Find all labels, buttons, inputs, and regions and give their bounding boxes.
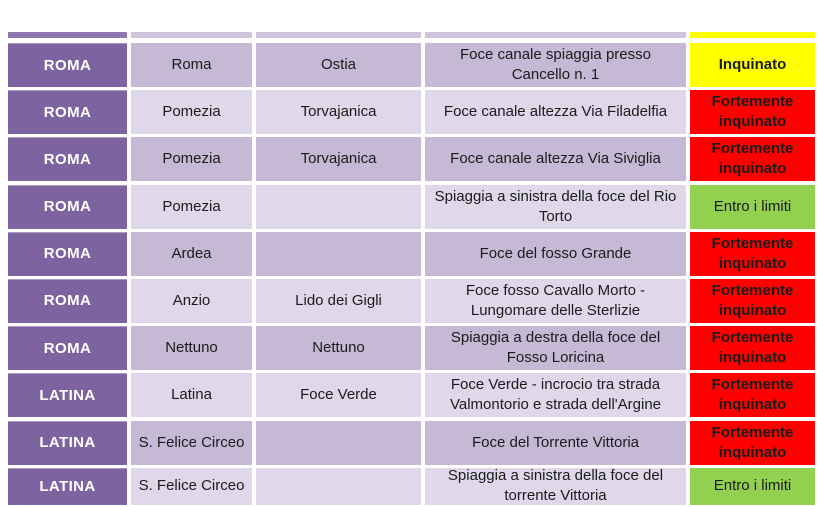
table-row — [8, 232, 815, 276]
table-row — [8, 185, 815, 229]
cropped-cell — [425, 32, 686, 38]
description-cell: Spiaggia a destra della foce del Fosso Loricina — [425, 326, 686, 370]
locality-cell — [256, 232, 421, 276]
cropped-cell — [131, 32, 252, 38]
cropped-status-cell — [690, 32, 815, 38]
description-cell: Foce canale altezza Via Filadelfia — [425, 90, 686, 134]
description-cell: Foce canale spiaggia presso Cancello n. 1 — [425, 43, 686, 87]
province-cell: ROMA — [8, 137, 127, 181]
table-row — [8, 373, 815, 417]
province-cell: ROMA — [8, 90, 127, 134]
description-cell: Foce del Torrente Vittoria — [425, 421, 686, 465]
status-cell: Entro i limiti — [690, 185, 815, 229]
status-cell: Entro i limiti — [690, 468, 815, 505]
locality-cell — [256, 421, 421, 465]
cropped-cell — [256, 32, 421, 38]
cropped-row-sliver — [8, 32, 815, 38]
province-cell: LATINA — [8, 373, 127, 417]
province-cell: ROMA — [8, 232, 127, 276]
table-row — [8, 326, 815, 370]
table-row — [8, 421, 815, 465]
cropped-province-cell — [8, 32, 127, 38]
province-cell: ROMA — [8, 185, 127, 229]
description-cell: Foce canale altezza Via Siviglia — [425, 137, 686, 181]
municipality-cell: Pomezia — [131, 185, 252, 229]
locality-cell: Foce Verde — [256, 373, 421, 417]
table-row — [8, 468, 815, 505]
province-cell: LATINA — [8, 421, 127, 465]
description-cell: Foce del fosso Grande — [425, 232, 686, 276]
table-row — [8, 279, 815, 323]
province-cell: ROMA — [8, 326, 127, 370]
locality-cell: Ostia — [256, 43, 421, 87]
description-cell: Spiaggia a sinistra della foce del Rio Torto — [425, 185, 686, 229]
municipality-cell: Pomezia — [131, 137, 252, 181]
province-cell: LATINA — [8, 468, 127, 505]
status-cell: Fortemente inquinato — [690, 279, 815, 323]
municipality-cell: Roma — [131, 43, 252, 87]
description-cell: Foce fosso Cavallo Morto - Lungomare delle Sterlizie — [425, 279, 686, 323]
status-cell: Fortemente inquinato — [690, 373, 815, 417]
water-quality-table — [8, 32, 815, 505]
municipality-cell: Anzio — [131, 279, 252, 323]
municipality-cell: S. Felice Circeo — [131, 468, 252, 505]
locality-cell: Nettuno — [256, 326, 421, 370]
province-cell: ROMA — [8, 43, 127, 87]
status-cell: Fortemente inquinato — [690, 421, 815, 465]
status-cell: Fortemente inquinato — [690, 232, 815, 276]
municipality-cell: S. Felice Circeo — [131, 421, 252, 465]
table-row — [8, 43, 815, 87]
municipality-cell: Nettuno — [131, 326, 252, 370]
municipality-cell: Pomezia — [131, 90, 252, 134]
description-cell: Spiaggia a sinistra della foce del torrente Vittoria — [425, 468, 686, 505]
locality-cell: Torvajanica — [256, 90, 421, 134]
locality-cell: Lido dei Gigli — [256, 279, 421, 323]
description-cell: Foce Verde - incrocio tra strada Valmontorio e strada dell'Argine — [425, 373, 686, 417]
province-cell: ROMA — [8, 279, 127, 323]
status-cell: Inquinato — [690, 43, 815, 87]
status-cell: Fortemente inquinato — [690, 137, 815, 181]
table-row — [8, 90, 815, 134]
locality-cell — [256, 468, 421, 505]
table-row — [8, 137, 815, 181]
municipality-cell: Ardea — [131, 232, 252, 276]
status-cell: Fortemente inquinato — [690, 90, 815, 134]
locality-cell — [256, 185, 421, 229]
status-cell: Fortemente inquinato — [690, 326, 815, 370]
municipality-cell: Latina — [131, 373, 252, 417]
locality-cell: Torvajanica — [256, 137, 421, 181]
